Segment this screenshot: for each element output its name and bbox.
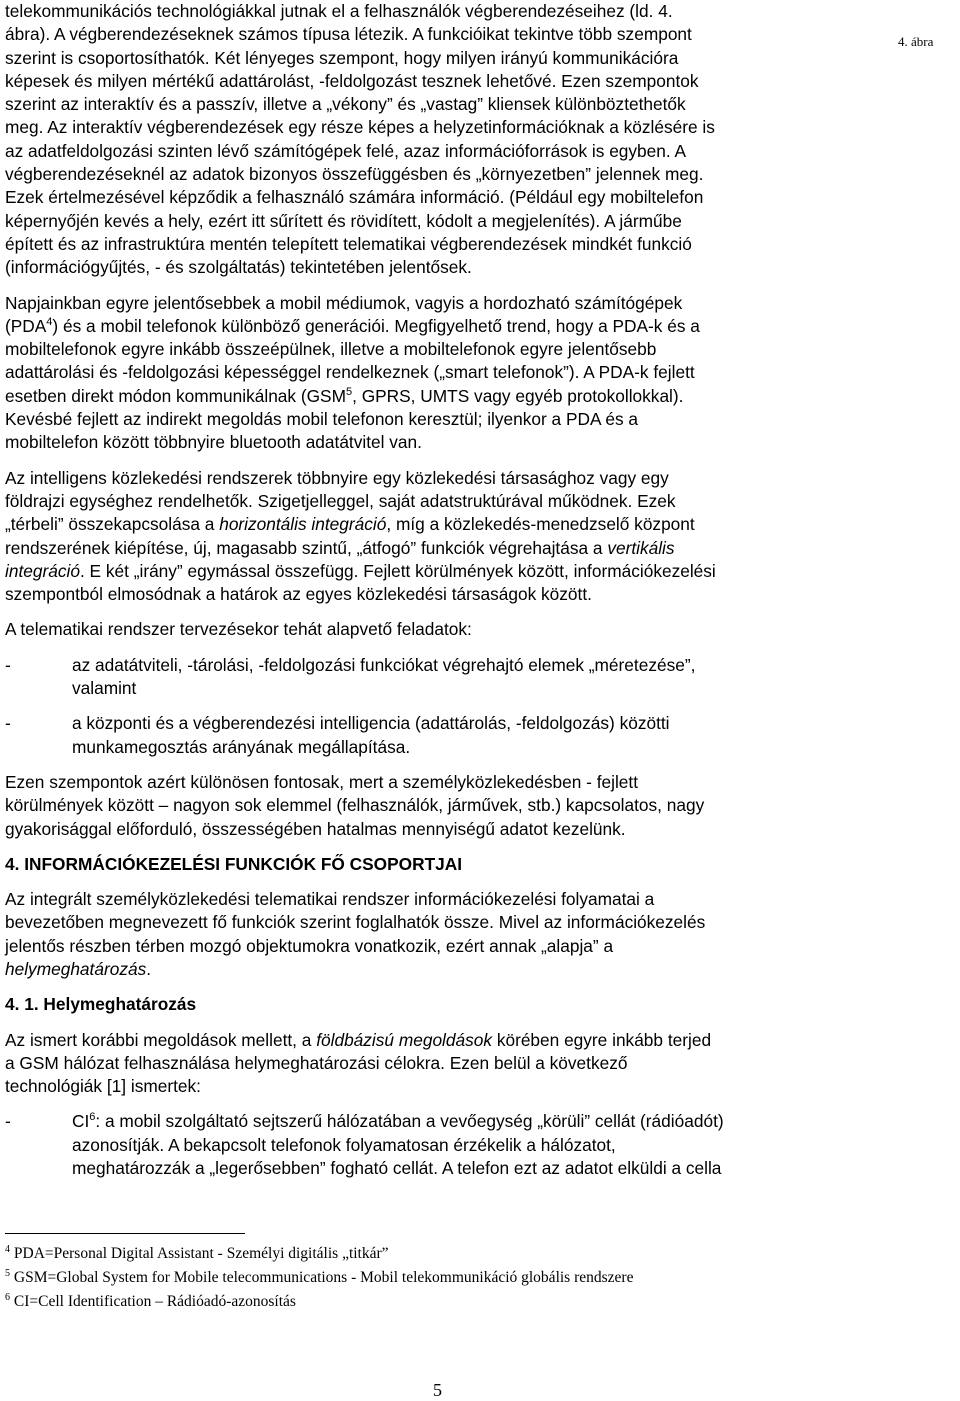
text-line (5, 958, 871, 981)
text-line (5, 560, 871, 583)
page-number: 5 (433, 1380, 442, 1400)
footnote (5, 1244, 905, 1264)
text-line (72, 1110, 871, 1133)
text-line: a GSM hálózat felhasználása helymeghatározási célokra. Ezen belül a következő (5, 1052, 628, 1073)
footnote-text: PDA=Personal Digital Assistant - Személyi digitális „titkár” (10, 1245, 389, 1262)
footnote-ref: 4 (46, 316, 53, 329)
paragraph-3 (5, 467, 871, 607)
list-dash: - (5, 713, 11, 734)
text-line: gyakorisággal előforduló, összességében hatalmas mennyiségű adatot kezelünk. (5, 818, 626, 839)
list-item (5, 1110, 871, 1180)
paragraph-5 (5, 771, 871, 841)
text-line: Az integrált személyközlekedési telematikai rendszer információkezelési folyamatai a (5, 889, 655, 910)
text-line: munkamegosztás arányának megállapítása. (72, 736, 411, 757)
text-line: bevezetőben megnevezett fő funkciók szerint foglalhatók össze. Mivel az információkezelés (5, 912, 706, 933)
text-line (5, 315, 871, 338)
figure-label: 4. ábra (898, 34, 934, 49)
text-line: Kevésbé fejlett az indirekt megoldás mobil telefonon keresztül; ilyenkor a PDA és a (5, 409, 639, 430)
list-item (5, 654, 871, 701)
text-line: jelentős részben térben mozgó objektumokra vonatkozik, ezért annak „alapja” a (5, 935, 614, 956)
text-line: Napjainkban egyre jelentősebbek a mobil médiumok, vagyis a hordozható számítógépek (5, 292, 683, 313)
text-line (5, 537, 871, 560)
subsection-heading: 4. 1. Helymeghatározás (5, 994, 197, 1015)
footnote (5, 1292, 905, 1312)
text-line: adattárolási és -feldolgozási képességgel rendelkeznek („smart telefonok”). A PDA-k fejlett (5, 362, 695, 383)
text-span: „térbeli” összekapcsolása a (5, 514, 220, 535)
footnote-number: 5 (5, 1267, 10, 1279)
text-span: esetben direkt módon kommunikálnak (GSM (5, 385, 346, 406)
text-line: meg. Az interaktív végberendezések egy része képes a helyzetinformációknak a közlésére is (5, 117, 715, 138)
text-line: Az intelligens közlekedési rendszerek többnyire egy közlekedési társasághoz vagy egy (5, 467, 669, 488)
text-span: CI (72, 1111, 90, 1132)
text-line: a központi és a végberendezési intelligencia (adattárolás, -feldolgozás) közötti (72, 713, 670, 734)
list-dash: - (5, 654, 11, 675)
text-line: (információgyűjtés, - és szolgáltatás) tekintetében jelentősek. (5, 257, 472, 278)
text-span: ) és a mobil telefonok különböző generációi. Megfigyelhető trend, hogy a PDA-k és a (52, 315, 700, 336)
text-line: épített és az infrastruktúra mentén telepített telematikai végberendezések mindkét funkció (5, 233, 692, 254)
paragraph-7 (5, 1029, 871, 1099)
text-span: , míg a közlekedés-menedzselő központ (386, 514, 695, 535)
task-list (5, 654, 871, 759)
italic-term: helymeghatározás (5, 958, 147, 979)
text-span: körében egyre inkább terjed (492, 1029, 712, 1050)
text-line: mobiltelefonok egyre inkább összeépülnek, illetve a mobiltelefonok egyre jelentősebb (5, 339, 657, 360)
text-line: földrajzi egységhez rendelhetők. Szigetjelleggel, saját adatstruktúrával működnek. Ezek (5, 490, 676, 511)
text-line (5, 1029, 871, 1052)
footnote-text: GSM=Global System for Mobile telecommunications - Mobil telekommunikáció globális rendszere (10, 1269, 634, 1286)
text-line: végberendezéseknél az adatok bizonyos összefüggésben és „környezetben” jelennek meg. (5, 164, 704, 185)
footnote-separator (5, 1233, 245, 1234)
document-body (5, 0, 871, 1180)
text-span: : a mobil szolgáltató sejtszerű hálózatában a vevőegység „körüli” cellát (rádióadót) (95, 1111, 724, 1132)
text-line: telekommunikációs technológiákkal jutnak el a felhasználók végberendezéseihez (ld. 4. (5, 1, 673, 21)
text-span: . (146, 958, 152, 979)
text-line (5, 513, 871, 536)
footnote-number: 4 (5, 1243, 10, 1255)
text-line: Ezen szempontok azért különösen fontosak, mert a személyközlekedésben - fejlett (5, 771, 639, 792)
italic-term: földbázisú megoldások (316, 1029, 493, 1050)
text-span: rendszerének kiépítése, új, magasabb szintű, „átfogó” funkciók végrehajtása a (5, 537, 608, 558)
italic-term: vertikális (607, 537, 675, 558)
text-line: azonosítják. A bekapcsolt telefonok folyamatosan érzékelik a hálózatot, (72, 1134, 616, 1155)
text-line: szerint az interaktív és a passzív, illetve a „vékony” és „vastag” kliensek különböztethetők (5, 94, 686, 115)
footnote-text: CI=Cell Identification – Rádióadó-azonosítás (10, 1293, 296, 1310)
text-line: képernyőjén kevés a hely, ezért itt sűrített és rövidített, kódolt a megjelenítés). A járműbe (5, 210, 682, 231)
text-line: szempontból elmosódnak a határok az egyes közlekedési társaságok között. (5, 584, 592, 605)
text-line: valamint (72, 678, 137, 699)
text-span: Az ismert korábbi megoldások mellett, a (5, 1029, 317, 1050)
footnote (5, 1268, 905, 1288)
text-line: ábra). A végberendezéseknek számos típusa létezik. A funkcióikat tekintve több szempont (5, 24, 692, 45)
text-line: szerint is csoportosíthatók. Két lényeges szempont, hogy milyen irányú kommunikációra (5, 47, 679, 68)
text-line: körülmények között – nagyon sok elemmel (felhasználók, járművek, stb.) kapcsolatos, nagy (5, 795, 705, 816)
text-line: Ezek értelmezésével képződik a felhasználó számára információ. (Például egy mobiltelefon (5, 187, 704, 208)
text-line: az adatátviteli, -tárolási, -feldolgozási funkciókat végrehajtó elemek „méretezése”, (72, 654, 696, 675)
footnote-ref: 5 (345, 385, 353, 398)
list-item (5, 712, 871, 759)
text-line (5, 385, 871, 408)
paragraph-4: A telematikai rendszer tervezésekor tehát alapvető feladatok: (5, 619, 472, 640)
text-line: technológiák [1] ismertek: (5, 1076, 201, 1097)
paragraph-1 (5, 0, 871, 280)
footnote-number: 6 (5, 1291, 10, 1303)
text-line: képesek és milyen mértékű adattárolást, -feldolgozást tesznek lehetővé. Ezen szempontok (5, 70, 699, 91)
paragraph-2 (5, 292, 871, 455)
text-span: , GPRS, UMTS vagy egyéb protokollokkal). (352, 385, 684, 406)
text-span: (PDA (5, 315, 47, 336)
text-line: az adatfeldolgozási szinten lévő számítógépek felé, azaz információforrások is egyben. A (5, 140, 687, 161)
text-line: meghatározzák a „legerősebben” fogható cellát. A telefon ezt az adatot elküldi a cella (72, 1158, 722, 1179)
italic-term: horizontális integráció (219, 514, 387, 535)
paragraph-6 (5, 888, 871, 981)
text-span: . E két „irány” egymással összefügg. Fejlett körülmények között, információkezelési (79, 560, 716, 581)
italic-term: integráció (5, 560, 80, 581)
text-line: mobiltelefon között többnyire bluetooth adatátvitel van. (5, 432, 422, 453)
footnote-ref: 6 (89, 1111, 96, 1124)
list-dash: - (5, 1111, 11, 1132)
section-heading: 4. INFORMÁCIÓKEZELÉSI FUNKCIÓK FŐ CSOPORTJAI (5, 853, 463, 874)
